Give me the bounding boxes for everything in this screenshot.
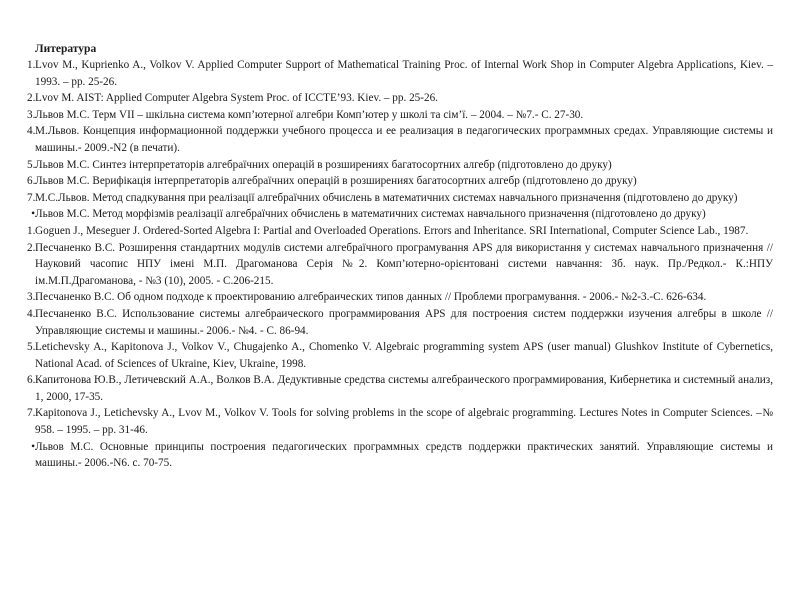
reference-text: Львов М.С. Основные принципы построения педагогических программных средств поддержки практических занятий. Управляющие системы и машины.- 2006.-N6. с. 70-75. [35, 440, 773, 470]
reference-item [28, 173, 773, 190]
reference-number: 1. [27, 224, 36, 237]
reference-list [28, 57, 773, 472]
reference-item [28, 157, 773, 174]
bullet-marker: • [31, 440, 35, 453]
reference-number: 4. [27, 307, 36, 320]
reference-text: Песчаненко В.С. Розширення стандартних модулів системи алгебраїчного програмування APS для використання у системах навчального призначення // Науковий часопис НПУ імені М.П. Драгоманова Серія №2. Комп’ютерно-орієнтовані системи навчання: Зб. наук. Пр./Редкол.- К.:НПУ ім.М.П.Драгоманова, - №3 (10), 2005. - С.206-215. [35, 241, 773, 287]
reference-item [28, 206, 773, 223]
reference-number: 5. [27, 341, 36, 354]
reference-text: Kapitonova J., Letichevsky A., Lvov M., Volkov V. Tools for solving problems in the scope of algebraic programming. Lectures Notes in Computer Sciences. –№ 958. – 1995. – pp. 31-46. [35, 407, 773, 437]
reference-number: 5. [27, 158, 36, 171]
reference-item [28, 90, 773, 107]
reference-number: 2. [27, 241, 36, 254]
reference-item [28, 57, 773, 90]
reference-number: 4. [27, 125, 36, 138]
reference-item [28, 190, 773, 207]
reference-number: 7. [27, 407, 36, 420]
reference-item [28, 306, 773, 339]
reference-text: Львов М.С. Верифікація інтерпретаторів алгебраїчних операцій в розширениях багатосортних алгебр (підготовлено до друку) [35, 175, 637, 188]
reference-item [28, 123, 773, 156]
reference-text: М.С.Львов. Метод спадкування при реалізації алгебраїчних обчислень в математичних системах навчального призначення (підготовлено до друку) [35, 191, 738, 204]
reference-text: Letichevsky A., Kapitonova J., Volkov V., Chugajenko A., Chomenko V. Algebraic programming system APS (user manual) Glushkov Institute of Cybernetics, National Acad. of Sciences of Ukraine, Kiev, Ukraine, 1998. [35, 341, 773, 370]
reference-text: Песчаненко В.С. Использование системы алгебраического программирования APS для построения систем поддержки изучения алгебры в школе // Управляющие системы и машины.- 2006.- №4. - С. 86-94. [35, 307, 773, 337]
reference-number: 1. [27, 59, 36, 71]
reference-item [28, 240, 773, 290]
reference-text: Капитонова Ю.В., Летичевский А.А., Волков В.А. Дедуктивные средства системы алгебраического программирования, Кибернетика и системный анализ, 1, 2000, 17-35. [35, 374, 773, 403]
reference-number: 7. [27, 191, 36, 204]
reference-item [28, 339, 773, 372]
reference-number: 2. [27, 92, 36, 105]
reference-number: 6. [27, 175, 36, 188]
reference-text: Lvov M. AIST: Applied Computer Algebra System Proc. of ICCTE’93. Kiev. – pp. 25-26. [35, 92, 438, 105]
reference-number: 6. [27, 374, 36, 387]
reference-item [28, 289, 773, 306]
reference-number: 3. [27, 291, 36, 304]
reference-item [28, 223, 773, 240]
reference-item [28, 405, 773, 438]
reference-text: Lvov M., Kuprienko A., Volkov V. Applied Computer Support of Mathematical Training Proc. of Internal Work Shop in Computer Algebra Applications, Kiev. – 1993. – pp. 25-26. [35, 59, 773, 88]
references-slide [28, 42, 773, 472]
reference-item [28, 372, 773, 405]
reference-number: 3. [27, 108, 36, 121]
reference-item [28, 439, 773, 472]
reference-text: Песчаненко В.С. Об одном подходе к проектированию алгебраических типов данных // Проблеми програмування. - 2006.- №2-3.-С. 626-634. [35, 291, 707, 304]
bullet-marker: • [31, 208, 35, 221]
reference-text: М.Львов. Концепция информационной поддержки учебного процесса и ее реализация в педагогических программных средах. Управляющие системы и машины.- 2009.-N2 (в печати). [35, 125, 773, 154]
reference-text: Goguen J., Meseguer J. Ordered-Sorted Algebra I: Partial and Overloaded Operations. Errors and Inheritance. SRI International, Computer Science Lab., 1987. [35, 224, 749, 237]
reference-text: Львов М.С. Терм VII – шкільна система комп’ютерної алгебри Комп’ютер у школі та сім’ї. – 2004. – №7.- С. 27-30. [35, 108, 584, 121]
reference-item [28, 107, 773, 124]
reference-text: Львов М.С. Синтез інтерпретаторів алгебраїчних операцій в розширениях багатосортних алгебр (підготовлено до друку) [35, 158, 612, 171]
references-heading: Литература [35, 43, 97, 55]
reference-text: Львов М.С. Метод морфізмів реалізації алгебраїчних обчислень в математичних системах навчального призначення (підготовлено до друку) [35, 208, 706, 221]
